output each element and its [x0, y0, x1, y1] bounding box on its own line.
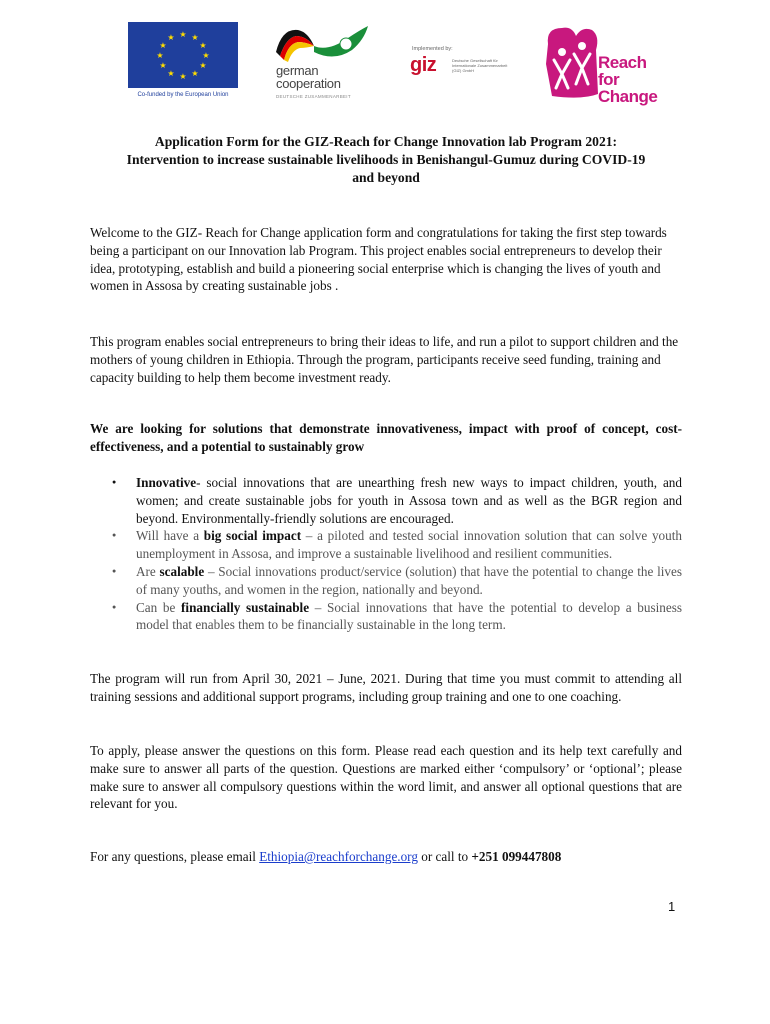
- item-pre: Can be: [136, 599, 182, 615]
- item-pre: Will have a: [136, 528, 204, 544]
- gc-line2: cooperation: [276, 76, 341, 91]
- svg-text:★: ★: [191, 69, 199, 78]
- contact-line: [90, 848, 682, 866]
- rfc-line1: Reach: [598, 53, 647, 72]
- svg-text:★: ★: [159, 41, 167, 50]
- item-text: – Social innovations product/service (solution) that have the potential to change the lives of many youths, and women in the region, nationally and beyond.: [136, 563, 682, 597]
- list-item: [90, 474, 682, 527]
- reach-for-change-wordmark: [598, 54, 682, 105]
- svg-text:★: ★: [167, 33, 175, 42]
- reach-for-change-logo: [542, 24, 682, 104]
- gc-subtitle: DEUTSCHE ZUSAMMENARBEIT: [276, 94, 351, 99]
- contact-prefix: For any questions, please email: [90, 849, 260, 864]
- title-line-3: and beyond: [352, 170, 420, 185]
- item-text: - social innovations that are unearthing fresh new ways to impact children, youth, and women; and create sustainable jobs for youth in Assosa town and as well as the BGR region and beyond. Environmentally-friendly solutions are encouraged.: [136, 475, 682, 526]
- giz-description: Deutsche Gesellschaft für Internationale Zusammenarbeit (GIZ) GmbH: [452, 58, 508, 73]
- flag-swoosh-icon: [268, 22, 378, 64]
- criteria-heading: We are looking for solutions that demonstrate innovativeness, impact with proof of concept, cost-effectiveness, and a potential to sustainably grow: [90, 421, 682, 454]
- item-text: – Social innovations that have the potential to develop a business model that enables them to be financially sustainable in the long term.: [136, 599, 682, 633]
- email-link[interactable]: Ethiopia@reachforchange.org: [259, 849, 418, 864]
- svg-text:★: ★: [199, 61, 207, 70]
- program-dates-paragraph: The program will run from April 30, 2021 – June, 2021. During that time you must commit to attending all training sessions and additional support programs, including group training and one to one coaching.: [90, 671, 682, 704]
- intro-paragraph-2: This program enables social entrepreneurs to bring their ideas to life, and run a pilot to support children and the mothers of young children in Ethiopia. Through the program, participants receive seed funding, training and capacity building to help them become investment ready.: [90, 334, 679, 385]
- criteria-list: [90, 474, 682, 634]
- item-keyword: financially sustainable: [181, 599, 310, 615]
- contact-middle: or call to: [417, 849, 472, 864]
- eu-caption: Co-funded by the European Union: [137, 92, 229, 98]
- page-number: 1: [668, 899, 676, 914]
- children-icon: [542, 24, 602, 104]
- list-item: [90, 563, 682, 599]
- gc-line1: german: [276, 63, 319, 78]
- title-line-1: Application Form for the GIZ-Reach for Change Innovation lab Program 2021:: [154, 134, 618, 149]
- title-line-2: Intervention to increase sustainable livelihoods in Benishangul-Gumuz during COVID-19: [126, 152, 646, 167]
- item-keyword: scalable: [159, 563, 205, 579]
- rfc-line2: for Change: [598, 70, 658, 106]
- svg-text:★: ★: [179, 72, 187, 81]
- svg-text:★: ★: [167, 69, 175, 78]
- german-cooperation-logo: [268, 22, 378, 112]
- giz-wordmark: giz: [410, 54, 437, 76]
- svg-text:★: ★: [199, 41, 207, 50]
- list-item: [90, 527, 682, 563]
- eu-flag-icon: [128, 22, 238, 88]
- svg-text:★: ★: [191, 33, 199, 42]
- list-item: [90, 599, 682, 635]
- intro-paragraph-1: Welcome to the GIZ- Reach for Change application form and congratulations for taking the first step towards being a participant on our Innovation lab Program. This project enables social entrepreneurs to develop their idea, prototyping, establish and build a pioneering social enterprise which is changing the lives of youth and women in Assosa by creating sustainable jobs .: [90, 225, 667, 294]
- svg-text:★: ★: [156, 51, 164, 60]
- svg-text:★: ★: [179, 30, 187, 39]
- eu-stars-icon: [128, 22, 238, 88]
- phone-number: +251 099447808: [471, 849, 562, 864]
- instructions-paragraph: To apply, please answer the questions on this form. Please read each question and its help text carefully and make sure to answer all parts of the question. Questions are marked either ‘compulsory’ or ‘optional’; please make sure to answer all compulsory questions within the word limit, and answer all optional questions that are relevant for you.: [90, 743, 682, 812]
- german-cooperation-wordmark: [276, 64, 341, 90]
- item-keyword: Innovative: [136, 475, 197, 490]
- page-title: [90, 133, 682, 187]
- item-pre: Are: [136, 563, 160, 579]
- implemented-by-label: Implemented by:: [412, 46, 453, 52]
- item-keyword: big social impact: [203, 528, 302, 544]
- svg-text:★: ★: [202, 51, 210, 60]
- eu-logo: [128, 22, 238, 98]
- logo-header: [0, 18, 770, 108]
- item-text: – a piloted and tested social innovation solution that can solve youth unemployment in Assosa, and improve a sustainable livelihood and resilient communities.: [136, 528, 682, 562]
- svg-text:★: ★: [159, 61, 167, 70]
- giz-logo: [410, 46, 520, 106]
